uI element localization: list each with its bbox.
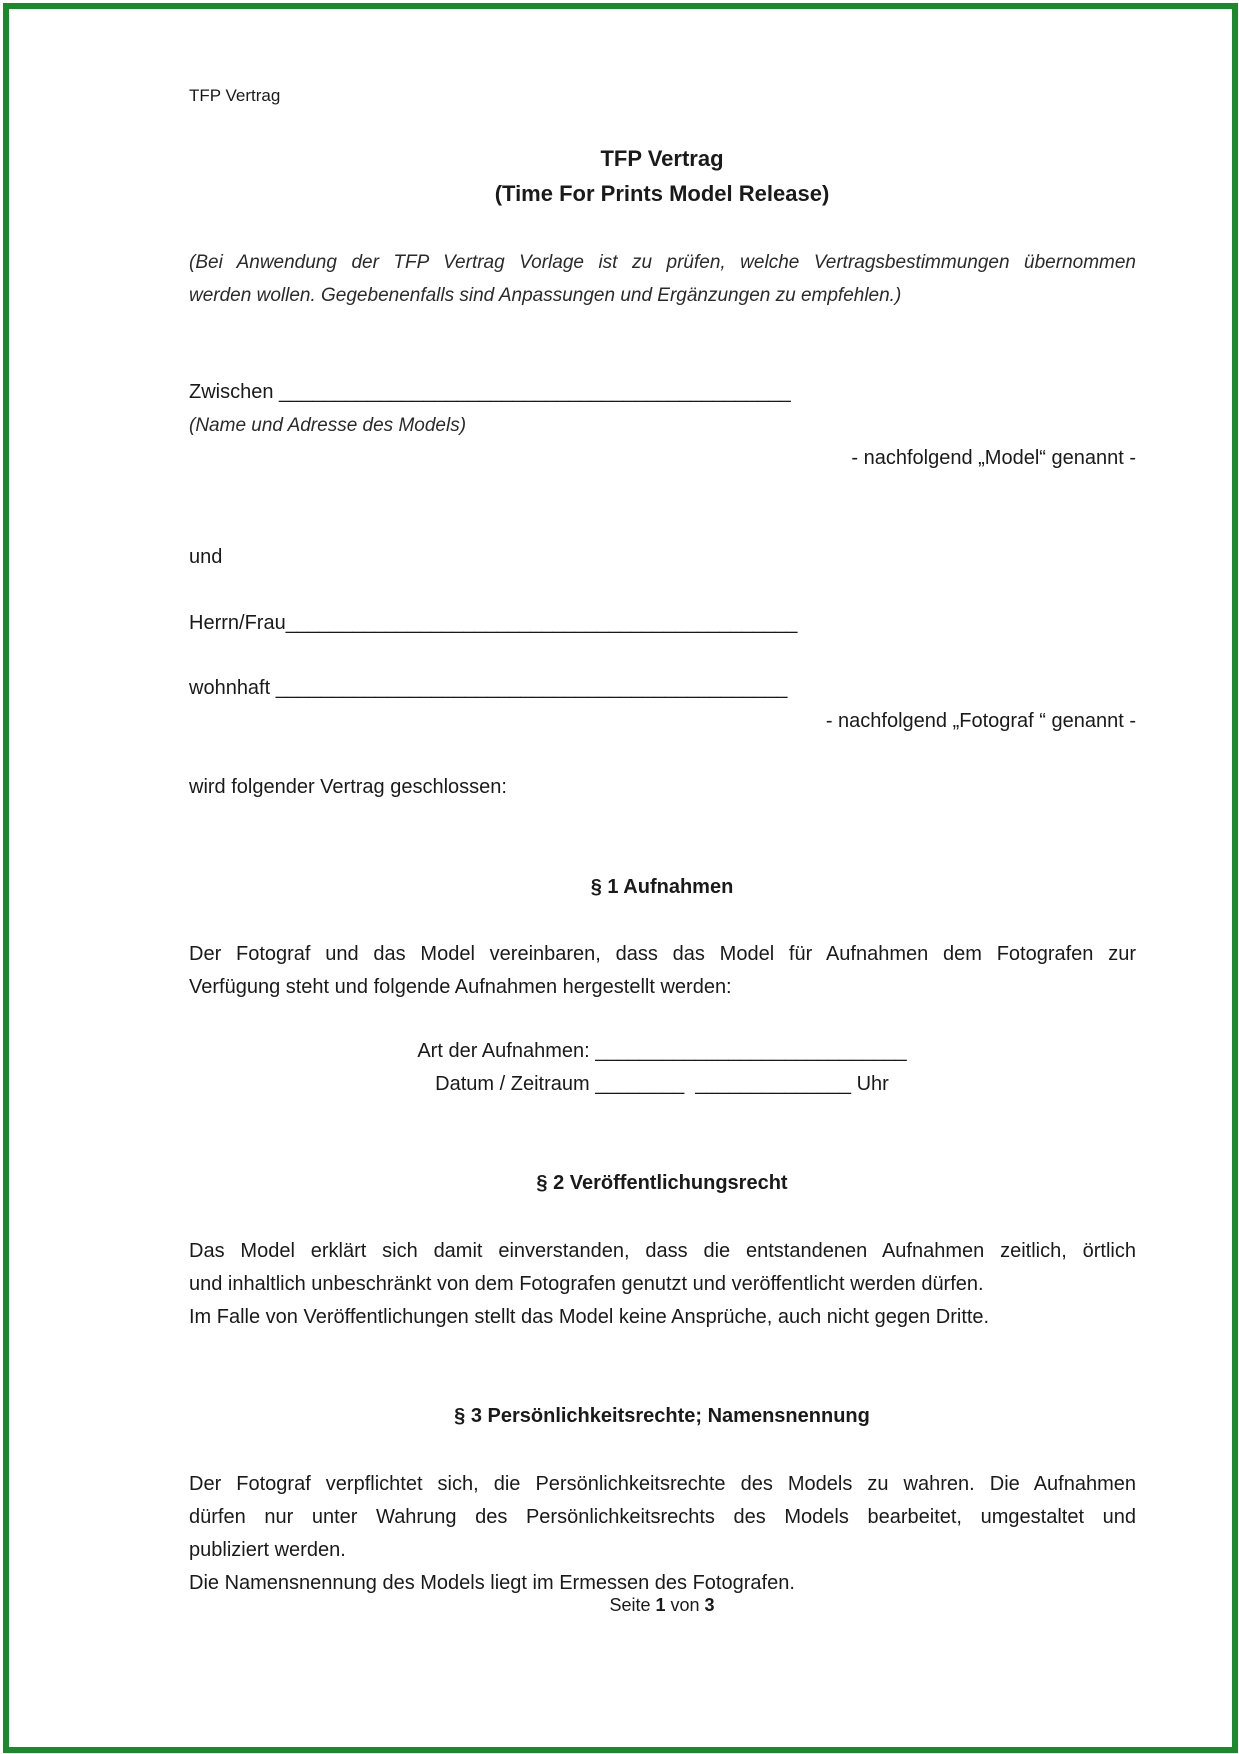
page-footer	[0, 1595, 1239, 1616]
section-3-line-2: dürfen nur unter Wahrung des Persönlichkeitsrechts des Models bearbeitet, umgestaltet und	[189, 1506, 1136, 1528]
usage-note-line-2: werden wollen. Gegebenenfalls sind Anpassungen und Ergänzungen zu empfehlen.)	[189, 285, 902, 306]
footer-total-pages: 3	[704, 1595, 715, 1615]
residence-field: wohnhaft ______________________________________________	[189, 677, 788, 699]
section-1-line-1: Der Fotograf und das Model vereinbaren, dass das Model für Aufnahmen dem Fotografen zur	[189, 943, 1136, 965]
section-2-paragraph	[189, 1235, 1136, 1334]
model-designation: - nachfolgend „Model“ genannt -	[851, 447, 1136, 469]
between-hint: (Name und Adresse des Models)	[189, 415, 467, 436]
photographer-designation: - nachfolgend „Fotograf “ genannt -	[825, 710, 1136, 732]
and-word: und	[189, 546, 223, 568]
section-2-heading: § 2 Veröffentlichungsrecht	[536, 1172, 788, 1194]
section-1-line-2: Verfügung steht und folgende Aufnahmen hergestellt werden:	[189, 976, 732, 998]
footer-current-page: 1	[655, 1595, 666, 1615]
footer-prefix: Seite	[609, 1595, 656, 1615]
document-subtitle: (Time For Prints Model Release)	[494, 181, 830, 206]
section-3-paragraph	[189, 1468, 1136, 1600]
section-2-line-3: Im Falle von Veröffentlichungen stellt das Model keine Ansprüche, auch nicht gegen Dritte.	[189, 1306, 990, 1328]
section-3-line-1: Der Fotograf verpflichtet sich, die Persönlichkeitsrechte des Models zu wahren. Die Aufnahmen	[189, 1473, 1136, 1495]
usage-note-line-1: (Bei Anwendung der TFP Vertrag Vorlage ist zu prüfen, welche Vertragsbestimmungen übernommen	[189, 252, 1136, 273]
section-3-heading: § 3 Persönlichkeitsrechte; Namensnennung	[454, 1405, 870, 1427]
section-2-line-1: Das Model erklärt sich damit einverstanden, dass die entstandenen Aufnahmen zeitlich, örtlich	[189, 1240, 1136, 1262]
running-header: TFP Vertrag	[189, 86, 281, 105]
footer-middle: von	[665, 1595, 705, 1615]
section-2-line-2: und inhaltlich unbeschränkt von dem Fotografen genutzt und veröffentlicht werden dürfen.	[189, 1273, 984, 1295]
name-field: Herrn/Frau______________________________________________	[189, 612, 798, 634]
date-period-field: Datum / Zeitraum ________ ______________ Uhr	[435, 1073, 889, 1095]
section-3-line-4: Die Namensnennung des Models liegt im Ermessen des Fotografen.	[189, 1572, 795, 1594]
section-3-line-3: publiziert werden.	[189, 1539, 346, 1561]
shoot-type-field: Art der Aufnahmen: ____________________________	[417, 1040, 907, 1062]
contract-intro: wird folgender Vertrag geschlossen:	[189, 776, 507, 798]
section-1-heading: § 1 Aufnahmen	[590, 876, 734, 898]
document-title: TFP Vertrag	[600, 146, 724, 171]
section-1-paragraph	[189, 938, 1136, 1004]
between-field: Zwischen ______________________________________________	[189, 381, 791, 403]
